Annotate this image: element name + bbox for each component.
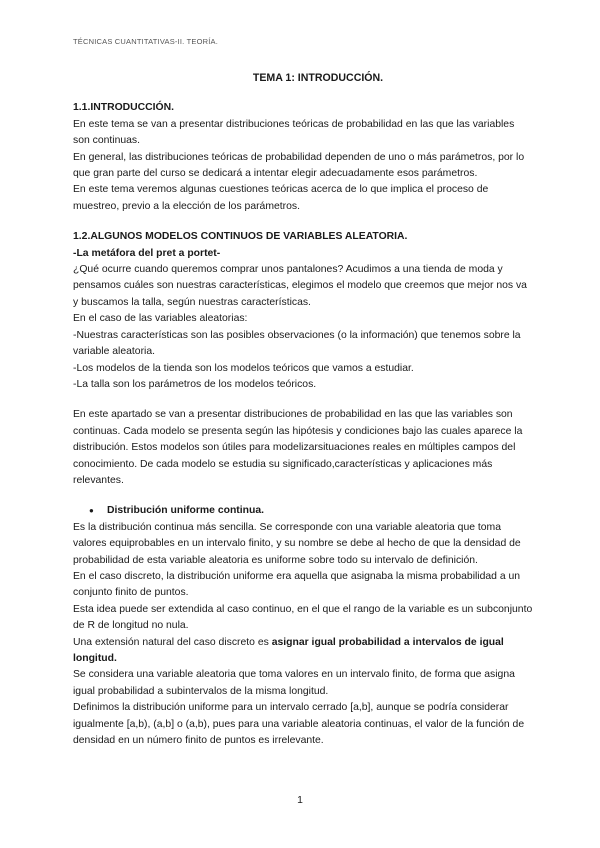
section-2-subheading: -La metáfora del pret a portet- xyxy=(73,247,221,259)
uniform-p4-prefix: Una extensión natural del caso discreto es xyxy=(73,636,272,648)
section-1-paragraph: En este tema se van a presentar distribuciones teóricas de probabilidad en las que las variables son continuas. xyxy=(73,118,515,147)
page-number: 1 xyxy=(297,795,303,806)
section-2-heading: 1.2.ALGUNOS MODELOS CONTINUOS DE VARIABLES ALEATORIA. xyxy=(73,231,408,243)
page-header: TÉCNICAS CUANTITATIVAS-II. TEORÍA. xyxy=(73,37,219,46)
section-2-paragraph: -Los modelos de la tienda son los modelos teóricos que vamos a estudiar. xyxy=(73,362,414,374)
uniform-heading-text: Distribución uniforme continua. xyxy=(107,505,265,517)
section-2-paragraph: -La talla son los parámetros de los modelos teóricos. xyxy=(73,378,317,390)
uniform-paragraph xyxy=(73,635,533,668)
section-1-heading: 1.1.INTRODUCCIÓN. xyxy=(73,102,175,114)
section-1-paragraph: En general, las distribuciones teóricas de probabilidad dependen de uno o más parámetros, por lo que gran parte del curso se dedicará a intentar elegir adecuadamente esos parámetros. xyxy=(73,151,525,180)
uniform-paragraph: Se considera una variable aleatoria que toma valores en un intervalo finito, de forma que asigna igual probabilidad a subintervalos de la misma longitud. xyxy=(73,669,515,697)
uniform-paragraph: Definimos la distribución uniforme para un intervalo cerrado [a,b], aunque se podría considerar igualmente [a,b), (a,b] o (a,b), pues para una variable aleatoria continuas, el valor de la función de densidad en un número finito de puntos es irrelevante. xyxy=(73,702,525,747)
section-1-paragraph: En este tema veremos algunas cuestiones teóricas acerca de lo que implica el proceso de muestreo, previo a la elección de los parámetros. xyxy=(73,184,489,212)
section-2-paragraph: ¿Qué ocurre cuando queremos comprar unos pantalones? Acudimos a una tienda de moda y pensamos cuáles son nuestras características, elegimos el modelo que creemos que mejor nos va y buscamos la talla, según nuestras características. xyxy=(73,264,527,308)
section-2-paragraph: -Nuestras características son las posibles observaciones (o la información) que tenemos sobre la variable aleatoria. xyxy=(73,329,521,358)
bullet-icon: ● xyxy=(89,506,94,516)
document-body xyxy=(73,70,533,749)
document-title: TEMA 1: INTRODUCCIÓN. xyxy=(252,72,384,84)
uniform-paragraph: En el caso discreto, la distribución uniforme era aquella que asignaba la misma probabilidad a un conjunto finito de puntos. xyxy=(73,570,521,599)
section-2-intro: En este apartado se van a presentar distribuciones de probabilidad en las que las variables son continuas. Cada modelo se presenta según las hipótesis y condiciones bajo las cuales aparece la distribución. Estos modelos son útiles para modelizarsituaciones reales en múltiples campos del conocimiento. De cada modelo se estudia su significado,características y aplicaciones más relevantes. xyxy=(73,409,523,486)
uniform-paragraph: Es la distribución continua más sencilla. Se corresponde con una variable aleatoria que toma valores equiprobables en un intervalo finito, y su nombre se debe al hecho de que la densidad de probabilidad de esta variable aleatoria es uniforme sobre todo su intervalo de definición. xyxy=(73,521,521,566)
uniform-p4-emphasis: asignar igual probabilidad a intervalos de igual longitud. xyxy=(73,636,504,664)
section-2-paragraph: En el caso de las variables aleatorias: xyxy=(73,313,248,325)
uniform-paragraph: Esta idea puede ser extendida al caso continuo, en el que el rango de la variable es un subconjunto de R de longitud no nula. xyxy=(73,603,533,632)
uniform-heading xyxy=(73,503,533,519)
